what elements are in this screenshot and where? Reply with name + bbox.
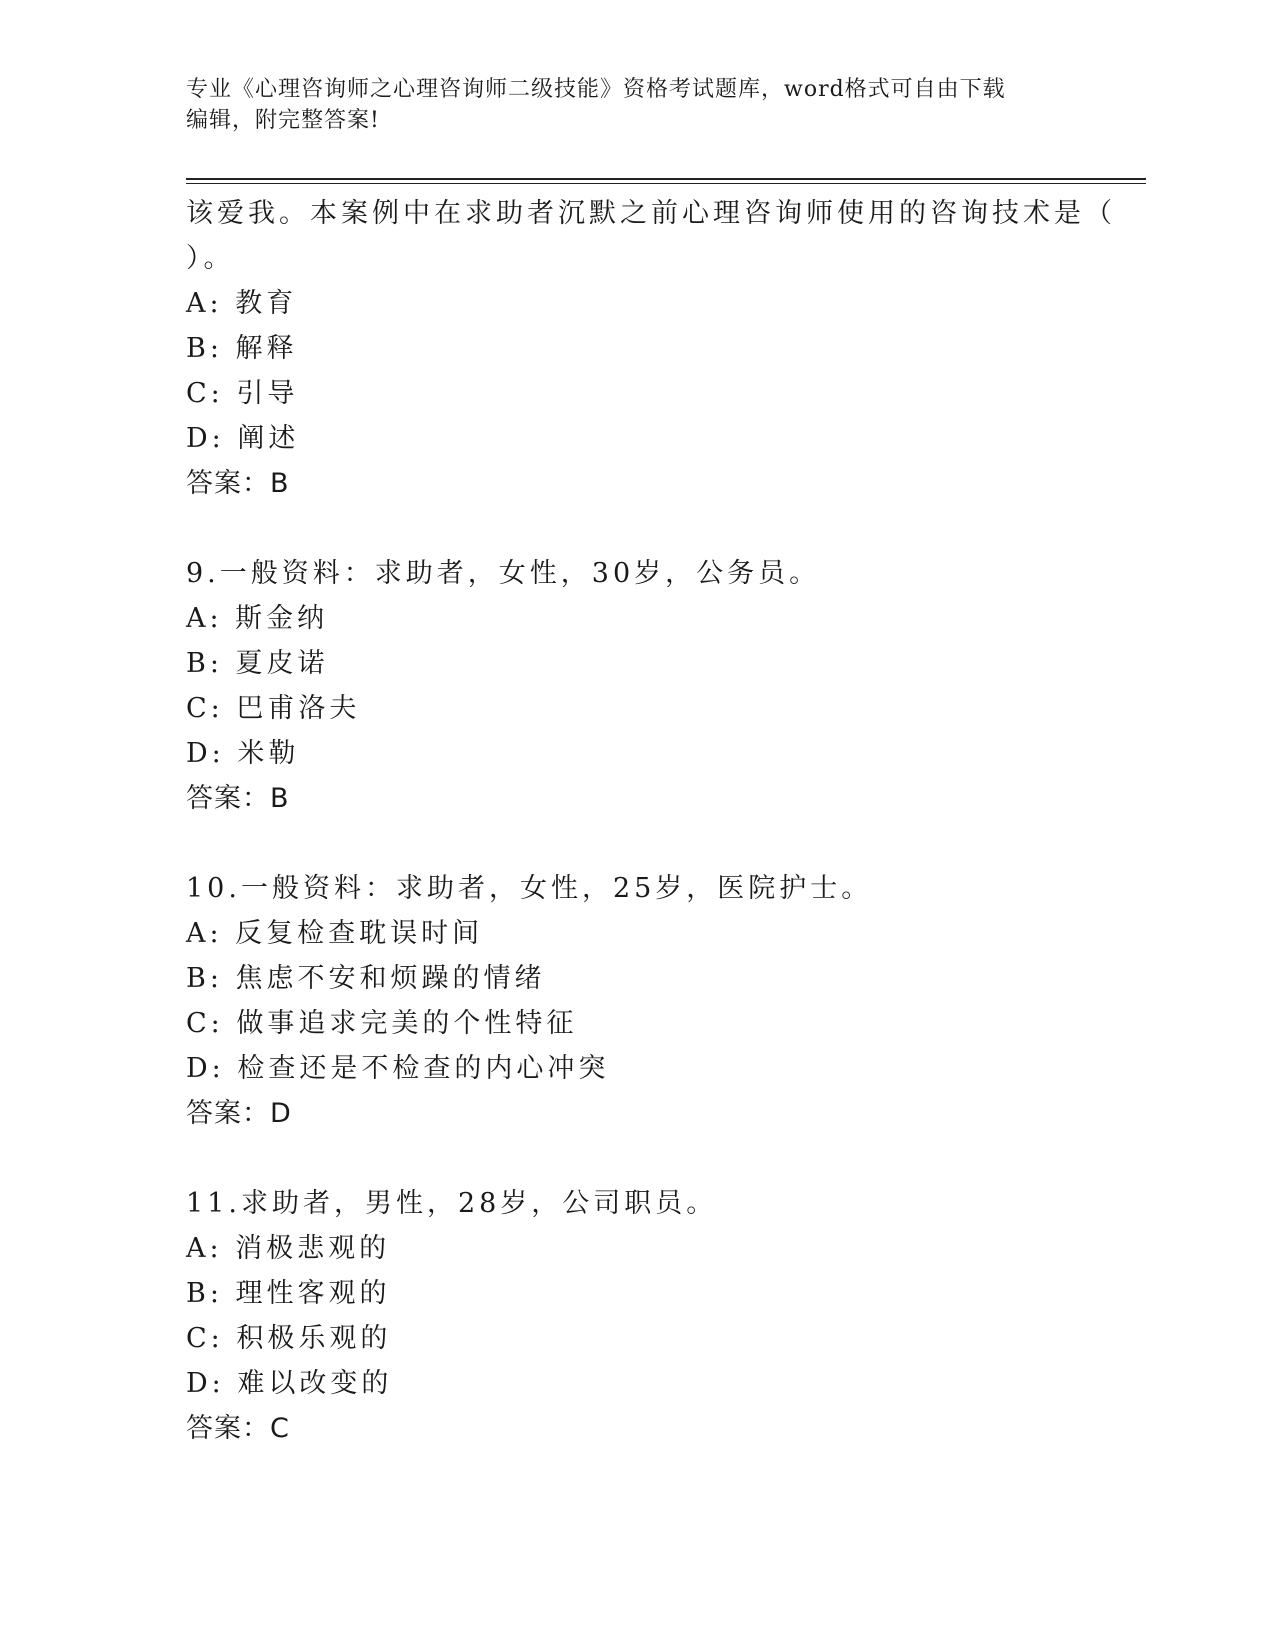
header-line-2: 编辑，附完整答案!: [186, 108, 380, 133]
question-stem: 10.一般资料：求助者，女性，25岁，医院护士。: [186, 873, 873, 904]
option-b: B: 理性客观的: [186, 1278, 391, 1309]
option-c: C: 巴甫洛夫: [186, 693, 361, 724]
question-stem: 11.求助者，男性，28岁，公司职员。: [186, 1188, 718, 1219]
question-block-continued: [186, 191, 1116, 506]
question-stem-line: ）。: [186, 243, 235, 274]
answer-line: 答案：B: [186, 783, 290, 814]
option-c: C: 引导: [186, 378, 299, 409]
header-rule-thin: [186, 183, 1146, 184]
question-block: [186, 866, 1086, 1136]
option-a: A: 消极悲观的: [186, 1233, 391, 1264]
document-header: [186, 74, 1066, 136]
option-d: D: 检查还是不检查的内心冲突: [186, 1053, 610, 1084]
question-stem-line: 该爱我。本案例中在求助者沉默之前心理咨询师使用的咨询技术是（: [186, 198, 1116, 229]
question-block: [186, 551, 1086, 821]
option-b: B: 解释: [186, 333, 298, 364]
question-content: [186, 191, 1116, 1451]
answer-line: 答案：D: [186, 1098, 292, 1129]
spacer: [186, 821, 1086, 866]
question-stem: 9.一般资料：求助者，女性，30岁，公务员。: [186, 558, 821, 589]
question-block: [186, 1181, 1086, 1451]
option-a: A: 斯金纳: [186, 603, 329, 634]
answer-line: 答案：B: [186, 468, 290, 499]
option-d: D: 阐述: [186, 423, 300, 454]
option-b: B: 焦虑不安和烦躁的情绪: [186, 963, 546, 994]
option-d: D: 米勒: [186, 738, 300, 769]
header-line-1: 专业《心理咨询师之心理咨询师二级技能》资格考试题库，word格式可自由下载: [186, 77, 1006, 102]
spacer: [186, 1136, 1086, 1181]
option-c: C: 做事追求完美的个性特征: [186, 1008, 578, 1039]
option-b: B: 夏皮诺: [186, 648, 329, 679]
option-a: A: 反复检查耽误时间: [186, 918, 484, 949]
option-d: D: 难以改变的: [186, 1368, 393, 1399]
option-a: A: 教育: [186, 288, 298, 319]
answer-line: 答案：C: [186, 1413, 290, 1444]
option-c: C: 积极乐观的: [186, 1323, 392, 1354]
spacer: [186, 506, 1086, 551]
header-rule-thick: [186, 178, 1146, 180]
